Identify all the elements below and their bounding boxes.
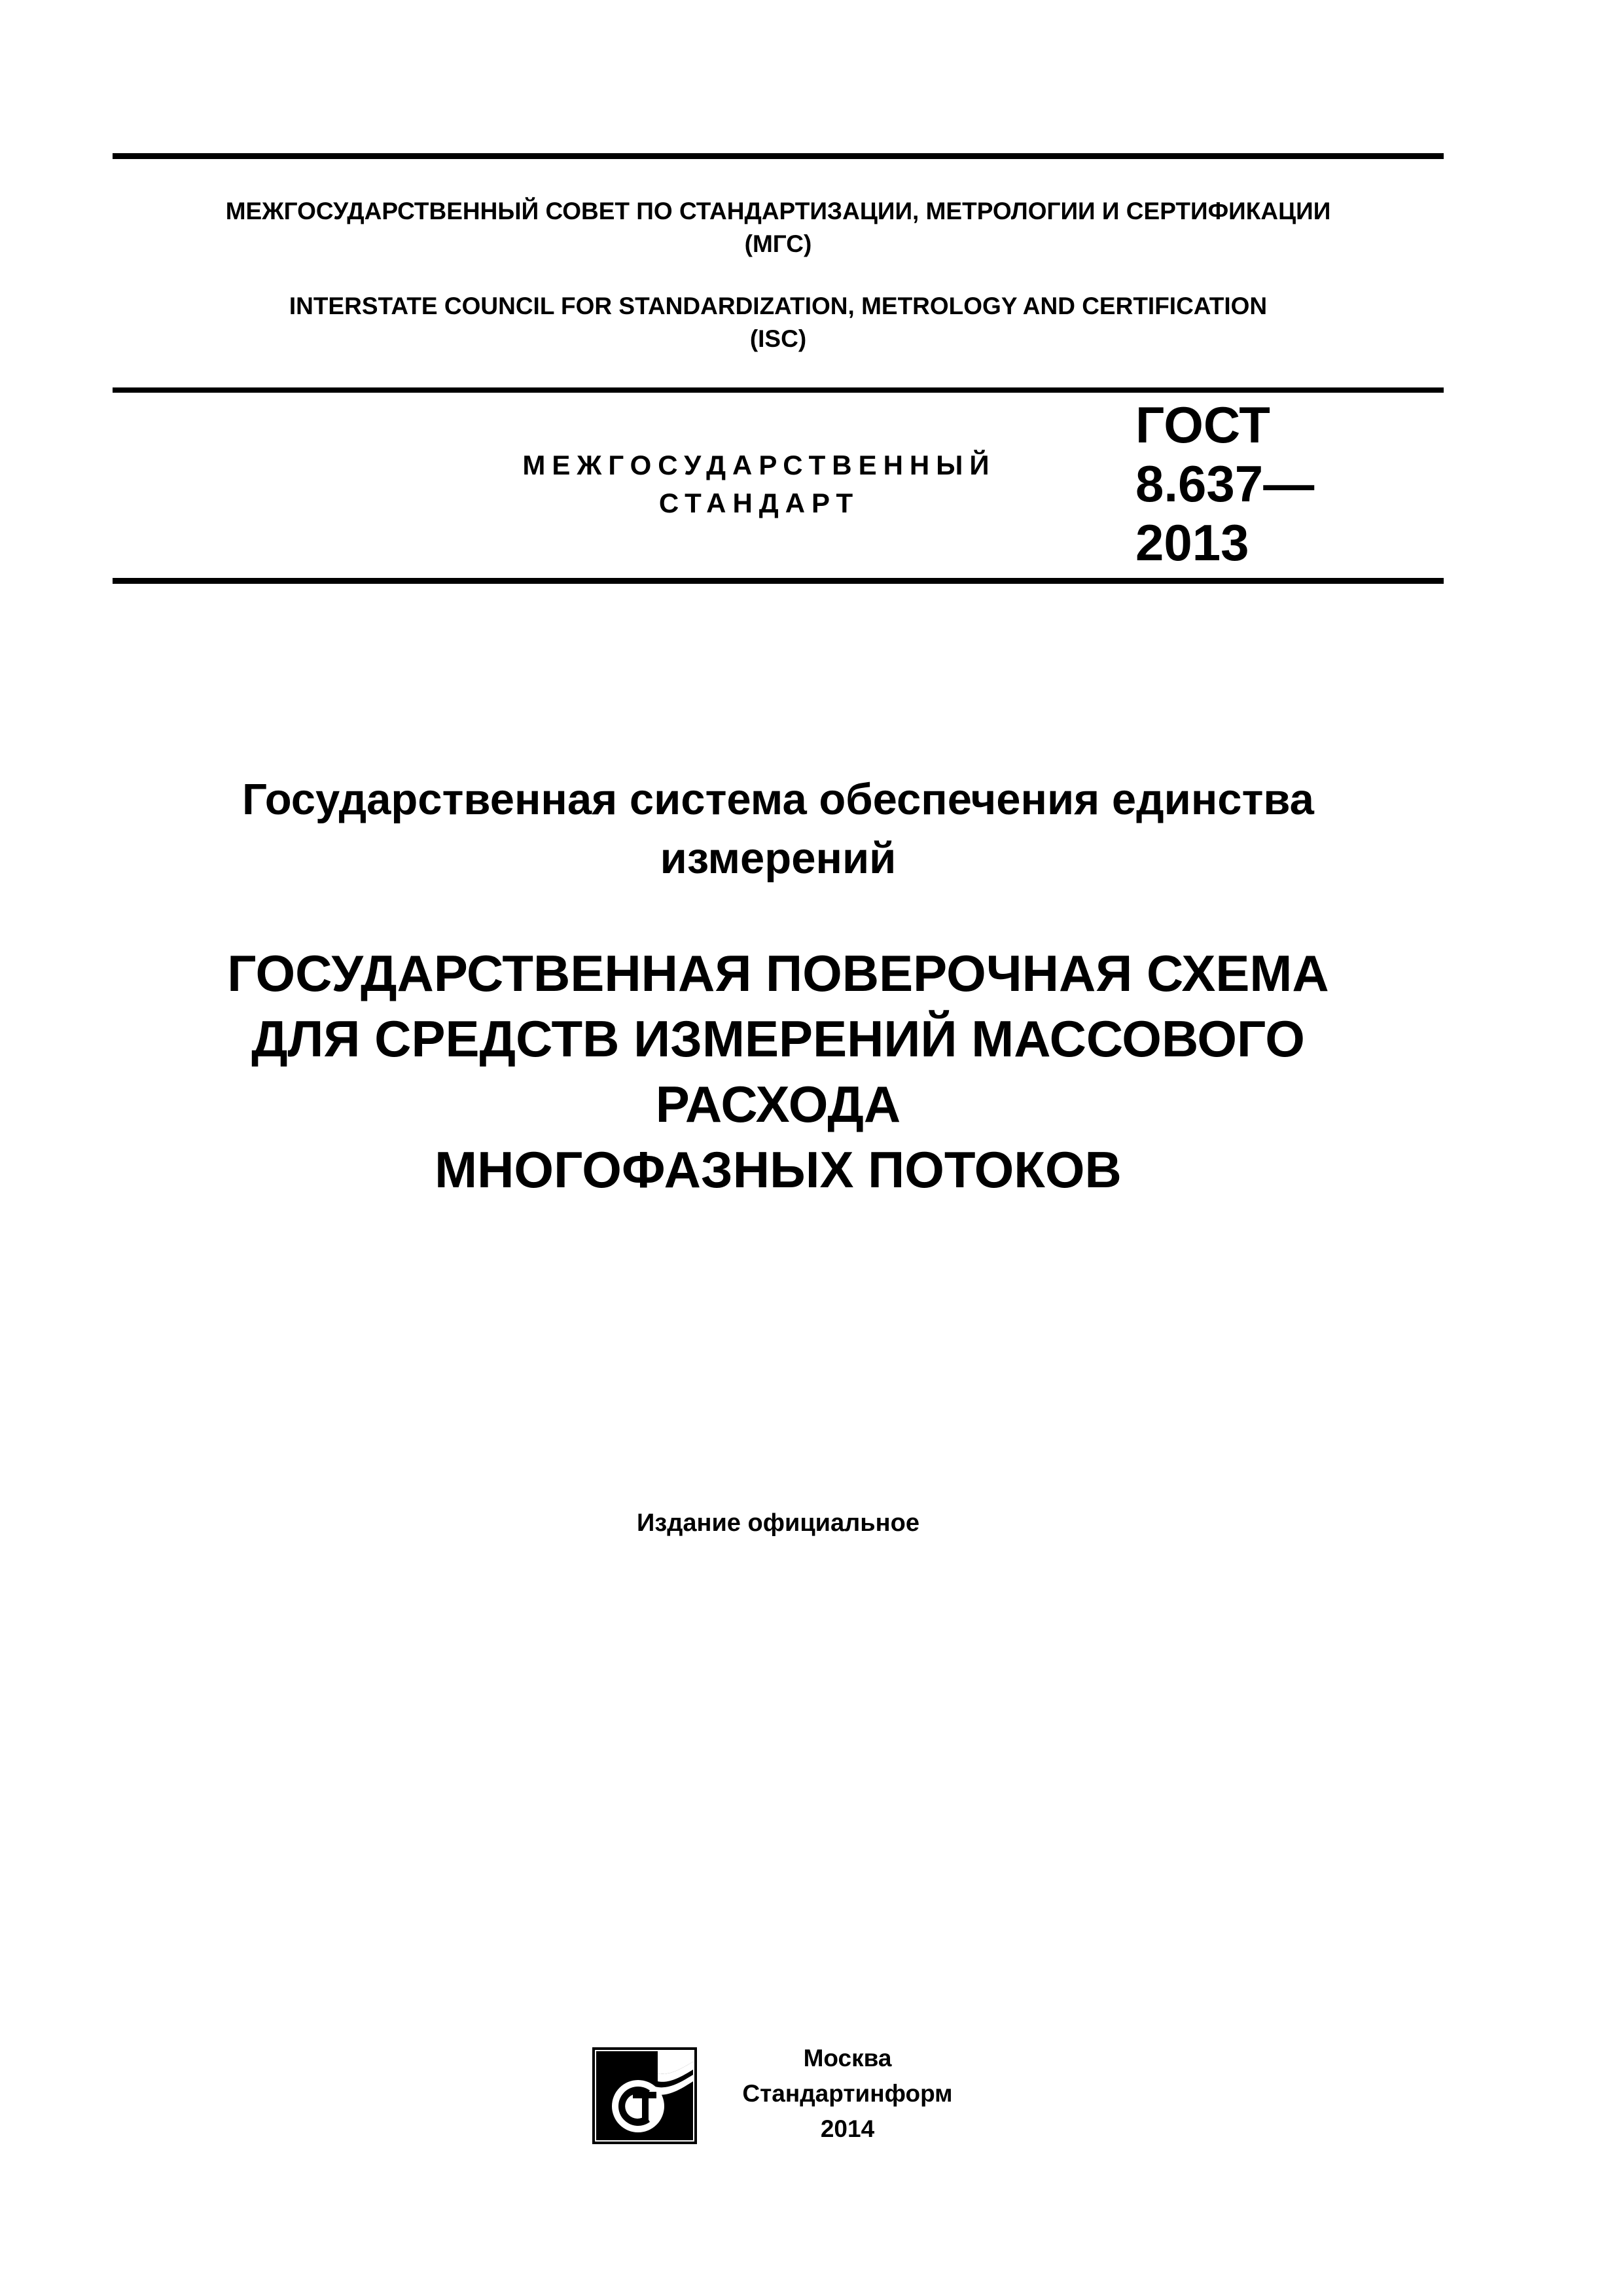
gost-designation <box>1135 395 1423 572</box>
gost-designation-line2: 8.637— <box>1135 455 1315 512</box>
gost-designation-line3: 2013 <box>1135 514 1249 571</box>
document-title-line2: ДЛЯ СРЕДСТВ ИЗМЕРЕНИЙ МАССОВОГО <box>251 1010 1305 1067</box>
standard-type-line1: МЕЖГОСУДАРСТВЕННЫЙ <box>522 450 996 480</box>
series-title-line1: Государственная система обеспечения единства <box>242 775 1314 824</box>
series-title <box>113 770 1444 888</box>
publisher-city: Москва <box>803 2045 892 2072</box>
council-abbrev-en: (ISC) <box>749 325 807 352</box>
council-abbrev-ru: (МГС) <box>744 230 812 257</box>
standard-type-label <box>445 446 1073 522</box>
series-title-line2: измерений <box>660 834 897 883</box>
publisher-imprint <box>717 2041 978 2147</box>
middle-divider <box>113 387 1444 393</box>
council-name-en-line1: INTERSTATE COUNCIL FOR STANDARDIZATION, METROLOGY AND CERTIFICATION <box>289 293 1268 319</box>
publication-year: 2014 <box>820 2115 875 2142</box>
document-title-line4: МНОГОФАЗНЫХ ПОТОКОВ <box>435 1141 1122 1198</box>
gost-designation-line1: ГОСТ <box>1135 396 1270 454</box>
bottom-divider <box>113 578 1444 584</box>
council-name-en <box>113 290 1444 355</box>
council-name-ru-line1: МЕЖГОСУДАРСТВЕННЫЙ СОВЕТ ПО СТАНДАРТИЗАЦИИ, МЕТРОЛОГИИ И СЕРТИФИКАЦИИ <box>225 198 1331 224</box>
document-title-line1: ГОСУДАРСТВЕННАЯ ПОВЕРОЧНАЯ СХЕМА <box>227 944 1329 1002</box>
publisher-name: Стандартинформ <box>742 2080 953 2107</box>
edition-label: Издание официальное <box>637 1509 919 1537</box>
document-title-line3: РАСХОДА <box>655 1075 901 1133</box>
publisher-block <box>592 2041 985 2159</box>
standartinform-logo-icon <box>592 2047 697 2144</box>
standard-type-line2: СТАНДАРТ <box>658 488 860 518</box>
council-name-ru <box>113 195 1444 260</box>
top-divider <box>113 153 1444 159</box>
document-title <box>113 941 1444 1202</box>
